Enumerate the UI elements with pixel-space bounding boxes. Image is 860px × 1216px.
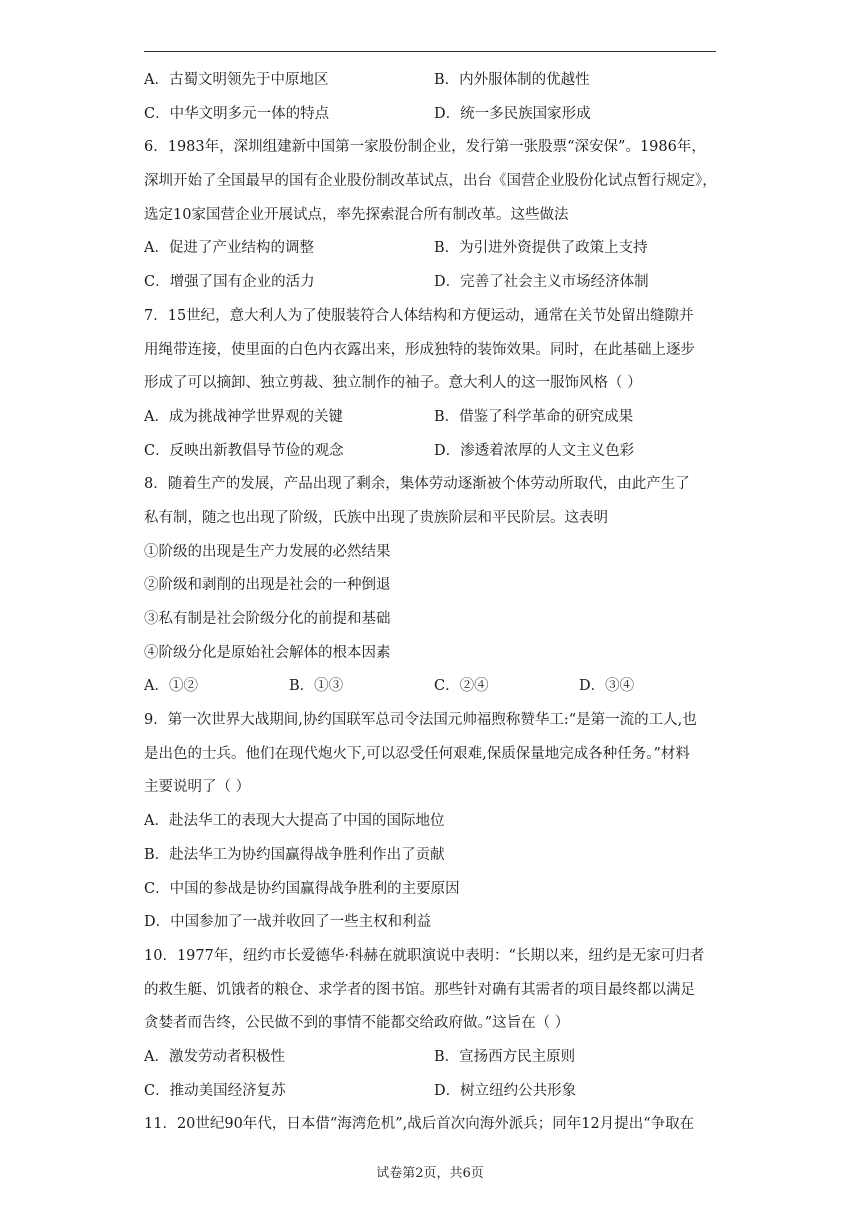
- exam-content: [144, 64, 724, 1142]
- q8-options-row: [144, 670, 724, 704]
- q10-option-b[interactable]: B．宣扬西方民主原则: [434, 1048, 576, 1065]
- q6-stem-line-3: 选定10家国营企业开展试点，率先探索混合所有制改革。这些做法: [144, 206, 569, 223]
- q7-option-c[interactable]: C．反映出新教倡导节俭的观念: [144, 442, 344, 459]
- q8-statement-4: ④阶级分化是原始社会解体的根本因素: [144, 644, 391, 661]
- q10-options-row-1: [144, 1041, 724, 1075]
- q5-options-row-2: [144, 98, 724, 132]
- q5-option-b[interactable]: B．内外服体制的优越性: [434, 72, 590, 88]
- q9-option-b[interactable]: B．赴法华工为协约国赢得战争胜利作出了贡献: [144, 846, 445, 863]
- q6-stem-line-1: 6．1983年，深圳组建新中国第一家股份制企业，发行第一张股票“深安保”。1986年，: [144, 139, 706, 156]
- q5-options-row-1: [144, 64, 724, 98]
- q7-stem-line-1: 7．15世纪，意大利人为了使服装符合人体结构和方便运动，通常在关节处留出缝隙并: [144, 307, 694, 324]
- q6-option-a[interactable]: A．促进了产业结构的调整: [144, 240, 314, 257]
- q8-option-d[interactable]: D．③④: [579, 678, 635, 695]
- q6-options-row-2: [144, 266, 724, 300]
- q10-option-d[interactable]: D．树立纽约公共形象: [434, 1082, 577, 1099]
- q8-stem-line-1: 8．随着生产的发展，产品出现了剩余，集体劳动逐渐被个体劳动所取代，由此产生了: [144, 476, 690, 493]
- q8-statement-3: ③私有制是社会阶级分化的前提和基础: [144, 611, 391, 627]
- q10-stem-line-1: 10．1977年，纽约市长爱德华·科赫在就职演说中表明：“长期以来，纽约是无家可归者: [144, 947, 705, 964]
- q7-options-row-2: [144, 435, 724, 469]
- q7-options-row-1: [144, 401, 724, 435]
- q6-option-c[interactable]: C．增强了国有企业的活力: [144, 274, 315, 291]
- q8-option-c[interactable]: C．②④: [434, 678, 489, 695]
- q9-option-a[interactable]: A．赴法华工的表现大大提高了中国的国际地位: [144, 813, 445, 830]
- q6-stem-line-2: 深圳开始了全国最早的国有企业股份制改革试点，出台《国营企业股份化试点暂行规定》，: [144, 173, 717, 190]
- q9-option-c[interactable]: C．中国的参战是协约国赢得战争胜利的主要原因: [144, 880, 460, 897]
- q9-stem-line-3: 主要说明了（ ）: [144, 779, 251, 796]
- header-rule: [144, 51, 716, 52]
- q11-stem-line-1: 11．20世纪90年代，日本借“海湾危机”,战后首次向海外派兵；同年12月提出“争取在: [144, 1116, 695, 1133]
- q5-option-d[interactable]: D．统一多民族国家形成: [434, 105, 591, 122]
- q10-stem-line-3: 贪婪者而告终，公民做不到的事情不能都交给政府做。”这旨在（ ）: [144, 1015, 570, 1032]
- q7-option-a[interactable]: A．成为挑战神学世界观的关键: [144, 408, 343, 425]
- q6-option-b[interactable]: B．为引进外资提供了政策上支持: [434, 240, 648, 257]
- q5-option-c[interactable]: C．中华文明多元一体的特点: [144, 105, 330, 122]
- q7-option-d[interactable]: D．渗透着浓厚的人文主义色彩: [434, 442, 635, 459]
- q9-option-d[interactable]: D．中国参加了一战并收回了一些主权和利益: [144, 914, 432, 931]
- q9-stem-line-1: 9．第一次世界大战期间,协约国联军总司令法国元帅福煦称赞华工:“是第一流的工人,也: [144, 712, 697, 729]
- q9-stem-line-2: 是出色的士兵。他们在现代炮火下,可以忍受任何艰难,保质保量地完成各种任务。”材料: [144, 745, 690, 762]
- q10-options-row-2: [144, 1075, 724, 1109]
- q6-options-row-1: [144, 232, 724, 266]
- q8-option-a[interactable]: A．①②: [144, 678, 198, 695]
- q6-option-d[interactable]: D．完善了社会主义市场经济体制: [434, 274, 649, 291]
- q8-statement-1: ①阶级的出现是生产力发展的必然结果: [144, 543, 391, 560]
- q7-stem-line-2: 用绳带连接，使里面的白色内衣露出来，形成独特的装饰效果。同时，在此基础上逐步: [144, 341, 695, 358]
- q5-option-a[interactable]: A．古蜀文明领先于中原地区: [144, 72, 329, 88]
- q10-option-a[interactable]: A．激发劳动者积极性: [144, 1048, 285, 1065]
- q8-option-b[interactable]: B．①③: [289, 678, 344, 695]
- q7-option-b[interactable]: B．借鉴了科学革命的研究成果: [434, 408, 634, 425]
- q10-stem-line-2: 的救生艇、饥饿者的粮仓、求学者的图书馆。那些针对确有其需者的项目最终都以满足: [144, 981, 695, 998]
- q8-statement-2: ②阶级和剥削的出现是社会的一种倒退: [144, 577, 391, 594]
- q8-stem-line-2: 私有制，随之也出现了阶级，氏族中出现了贵族阶层和平民阶层。这表明: [144, 509, 608, 526]
- page-footer: 试卷第2页，共6页: [376, 1166, 484, 1181]
- q10-option-c[interactable]: C．推动美国经济复苏: [144, 1082, 286, 1099]
- q7-stem-line-3: 形成了可以摘卸、独立剪裁、独立制作的袖子。意大利人的这一服饰风格（ ）: [144, 375, 642, 392]
